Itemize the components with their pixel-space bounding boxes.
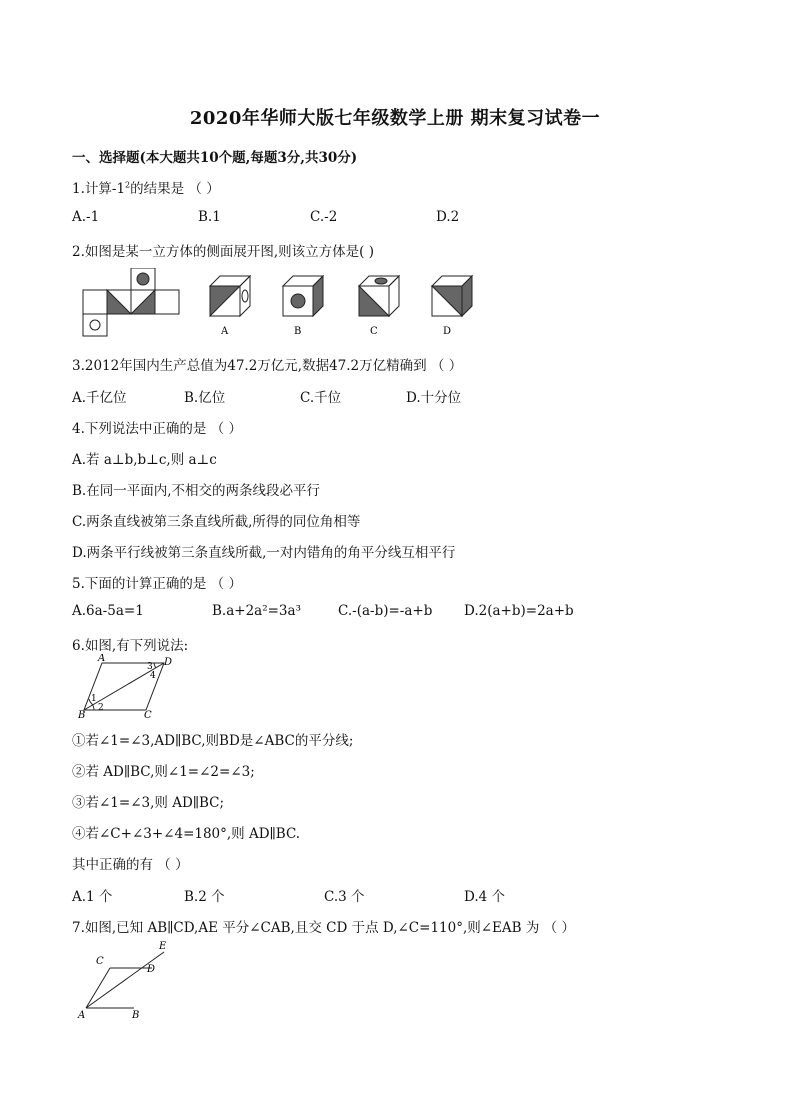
angle-3-arc (154, 663, 156, 668)
cube-b-side (313, 276, 323, 316)
q5-option-c: C.-(a-b)=-a+b (338, 603, 433, 619)
q1-option-b: B.1 (198, 209, 221, 225)
q5-option-d: D.2(a+b)=2a+b (464, 603, 574, 619)
q1-option-c: C.-2 (310, 209, 338, 225)
q5-option-b: B.a+2a²=3a³ (212, 603, 301, 619)
vertex-d-label: D (164, 657, 173, 668)
q4-option-b: B.在同一平面内,不相交的两条线段必平行 (72, 483, 321, 499)
q3-option-a: A.千亿位 (72, 390, 127, 406)
q1-stem-suffix: 的结果是 （ ） (130, 181, 220, 197)
cube-label-d: D (443, 326, 452, 337)
section-heading: 一、选择题(本大题共10个题,每题3分,共30分) (72, 150, 358, 166)
vertex-a-label: A (98, 654, 106, 664)
angle-2-label: 2 (98, 703, 104, 713)
q1-exponent: 2 (125, 180, 131, 190)
q6-statement-4: ④若∠C+∠3+∠4=180°,则 AD∥BC. (72, 826, 301, 842)
q1-stem-prefix: 1.计算-1 (72, 181, 126, 197)
cube-b-circle (291, 294, 305, 308)
q4-option-a: A.若 a⊥b,b⊥c,则 a⊥c (72, 452, 217, 468)
angle-3-label: 3 (147, 662, 153, 672)
cube-d-triangle (432, 286, 462, 316)
segment-ca (86, 968, 110, 1008)
q2-figure (80, 268, 480, 340)
question-2-stem: 2.如图是某一立方体的侧面展开图,则该立方体是( ) (72, 244, 374, 260)
q4-option-c: C.两条直线被第三条直线所截,所得的同位角相等 (72, 514, 361, 530)
question-3-stem: 3.2012年国内生产总值为47.2万亿元,数据47.2万亿精确到 （ ） (72, 358, 463, 374)
q6-figure (74, 654, 184, 720)
cube-label-b: B (294, 326, 302, 337)
angle-1-label: 1 (91, 694, 97, 704)
cube-a-circle (242, 290, 248, 302)
q6-option-d: D.4 个 (464, 889, 506, 905)
question-7-stem: 7.如图,已知 AB∥CD,AE 平分∠CAB,且交 CD 于点 D,∠C=110°,则∠EAB 为 （ ） (72, 920, 575, 936)
q3-option-c: C.千位 (300, 390, 342, 406)
q1-option-a: A.-1 (72, 209, 100, 225)
point-e-label: E (159, 941, 167, 952)
point-b-label: B (132, 1010, 140, 1021)
q4-option-d: D.两条平行线被第三条直线所截,一对内错角的角平分线互相平行 (72, 545, 456, 561)
cube-b (283, 276, 323, 316)
q6-statement-2: ②若 AD∥BC,则∠1=∠2=∠3; (72, 764, 255, 780)
net-open-circle (90, 320, 100, 330)
q6-statement-1: ①若∠1=∠3,AD∥BC,则BD是∠ABC的平分线; (72, 733, 354, 749)
cube-c (359, 276, 399, 316)
q5-option-a: A.6a-5a=1 (72, 603, 144, 619)
question-6-stem: 6.如图,有下列说法: (72, 638, 189, 654)
cube-c-triangle (359, 286, 389, 316)
question-4-stem: 4.下列说法中正确的是 （ ） (72, 421, 242, 437)
point-c-label: C (96, 956, 104, 967)
cube-net (83, 268, 179, 336)
vertex-c-label: C (144, 710, 152, 720)
q7-figure (74, 938, 184, 1022)
q3-option-b: B.亿位 (184, 390, 226, 406)
q6-statement-3: ③若∠1=∠3,则 AD∥BC; (72, 795, 225, 811)
cube-label-c: C (370, 326, 378, 337)
net-face-bottom (83, 314, 107, 336)
q6-option-c: C.3 个 (324, 889, 365, 905)
point-d-label: D (147, 964, 156, 975)
cube-d (432, 276, 472, 316)
net-shaded-triangle-1 (107, 290, 131, 314)
net-face-4 (155, 290, 179, 314)
cube-label-a: A (221, 326, 229, 337)
cube-c-circle (375, 278, 387, 284)
question-5-stem: 5.下面的计算正确的是 （ ） (72, 576, 242, 592)
cube-a-top (210, 276, 250, 286)
q1-option-d: D.2 (436, 209, 460, 225)
q3-option-d: D.十分位 (406, 390, 462, 406)
cube-a (210, 276, 250, 316)
cube-a-triangle (210, 286, 240, 316)
cube-c-side (389, 276, 399, 316)
net-face-1 (83, 290, 107, 314)
page-title: 2020年华师大版七年级数学上册 期末复习试卷一 (189, 108, 601, 129)
cube-d-side (462, 276, 472, 316)
net-shaded-triangle-2 (131, 290, 155, 314)
point-a-label: A (78, 1010, 86, 1021)
q6-option-a: A.1 个 (72, 889, 113, 905)
question-1-stem (72, 177, 220, 197)
q6-ask: 其中正确的有 （ ） (72, 857, 189, 873)
vertex-b-label: B (78, 710, 86, 720)
angle-4-label: 4 (150, 671, 156, 681)
net-filled-circle (137, 273, 149, 285)
q6-option-b: B.2 个 (184, 889, 225, 905)
